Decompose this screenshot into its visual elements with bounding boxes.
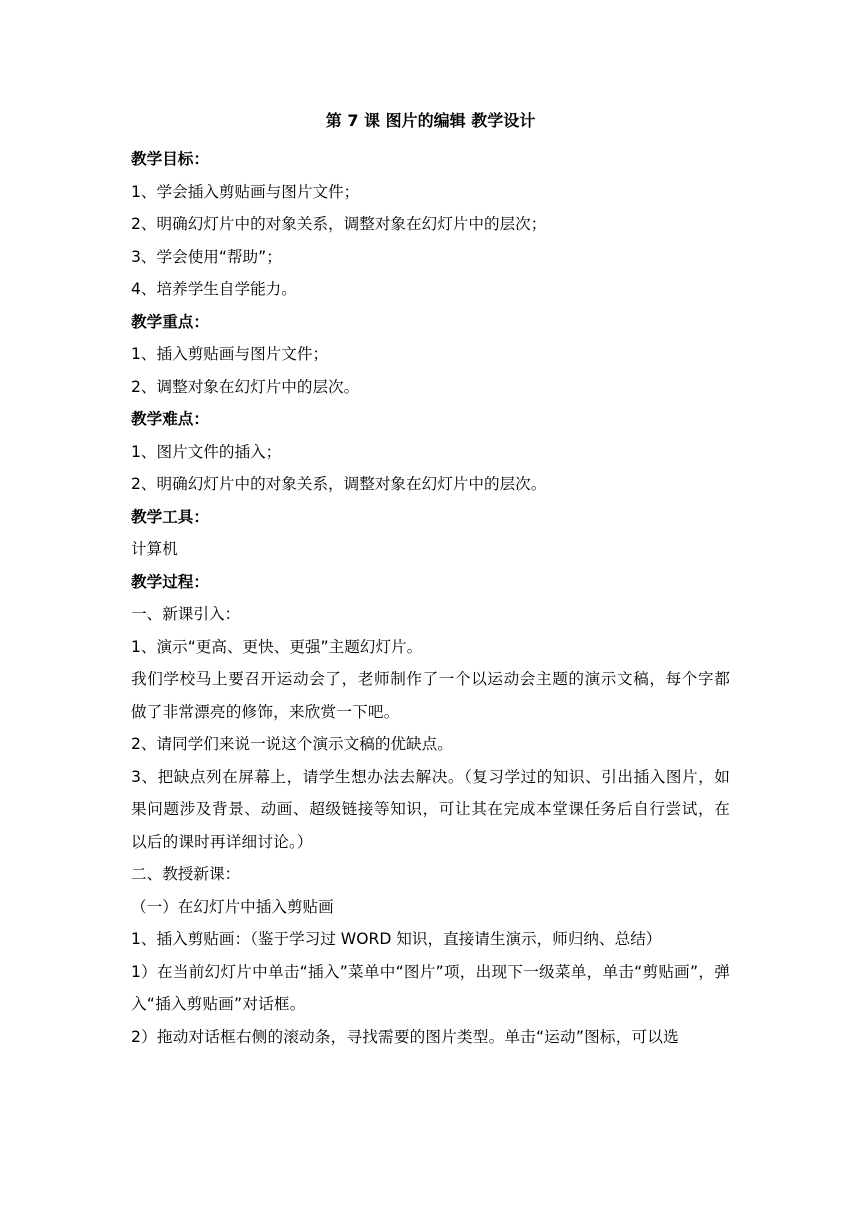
text-line: 3、学会使用“帮助”； [131,247,282,266]
section-heading: 教学目标： [131,150,209,168]
text-line: 2、调整对象在幻灯片中的层次。 [131,377,360,396]
text-line: 1、学会插入剪贴画与图片文件； [131,182,360,201]
section-heading: 教学重点： [131,312,209,331]
text-line: 一、新课引入： [131,605,241,623]
text-line: 1、演示“更高、更快、更强”主题幻灯片。 [131,637,423,656]
text-line: 1、插入剪贴画：（鉴于学习过 WORD 知识，直接请生演示，师归纳、总结） [131,930,662,948]
text-line: 二、教授新课： [131,865,241,883]
text-line: （一）在幻灯片中插入剪贴画 [131,897,334,916]
text-line: 1、插入剪贴画与图片文件； [131,345,329,363]
text-line: 2、明确幻灯片中的对象关系，调整对象在幻灯片中的层次。 [131,475,547,493]
paragraph: 我们学校马上要召开运动会了，老师制作了一个以运动会主题的演示文稿，每个字都做了非常漂亮的修饰，来欣赏一下吧。 [131,670,730,721]
paragraph: 3、把缺点列在屏幕上，请学生想办法去解决。（复习学过的知识、引出插入图片，如果问题涉及背景、动画、超级链接等知识，可让其在完成本堂课任务后自行尝试，在以后的课时再详细讨论。） [131,767,730,851]
text-line: 2、请同学们来说一说这个演示文稿的优缺点。 [131,735,453,753]
section-heading: 教学工具： [131,507,209,526]
section-heading: 教学过程： [131,572,209,591]
text-line: 1、图片文件的插入； [131,442,282,461]
text-line: 计算机 [131,540,178,558]
paragraph: 2）拖动对话框右侧的滚动条，寻找需要的图片类型。单击“运动”图标，可以选 [131,1027,679,1046]
paragraph: 1）在当前幻灯片中单击“插入”菜单中“图片”项，出现下一级菜单，单击“剪贴画”，弹入“插入剪贴画”对话框。 [131,962,730,1013]
page-title: 第 7 课 图片的编辑 教学设计 [325,111,536,130]
document-body [131,143,730,1053]
text-line: 2、明确幻灯片中的对象关系，调整对象在幻灯片中的层次； [131,215,547,233]
section-heading: 教学难点： [131,410,209,428]
text-line: 4、培养学生自学能力。 [131,280,297,298]
